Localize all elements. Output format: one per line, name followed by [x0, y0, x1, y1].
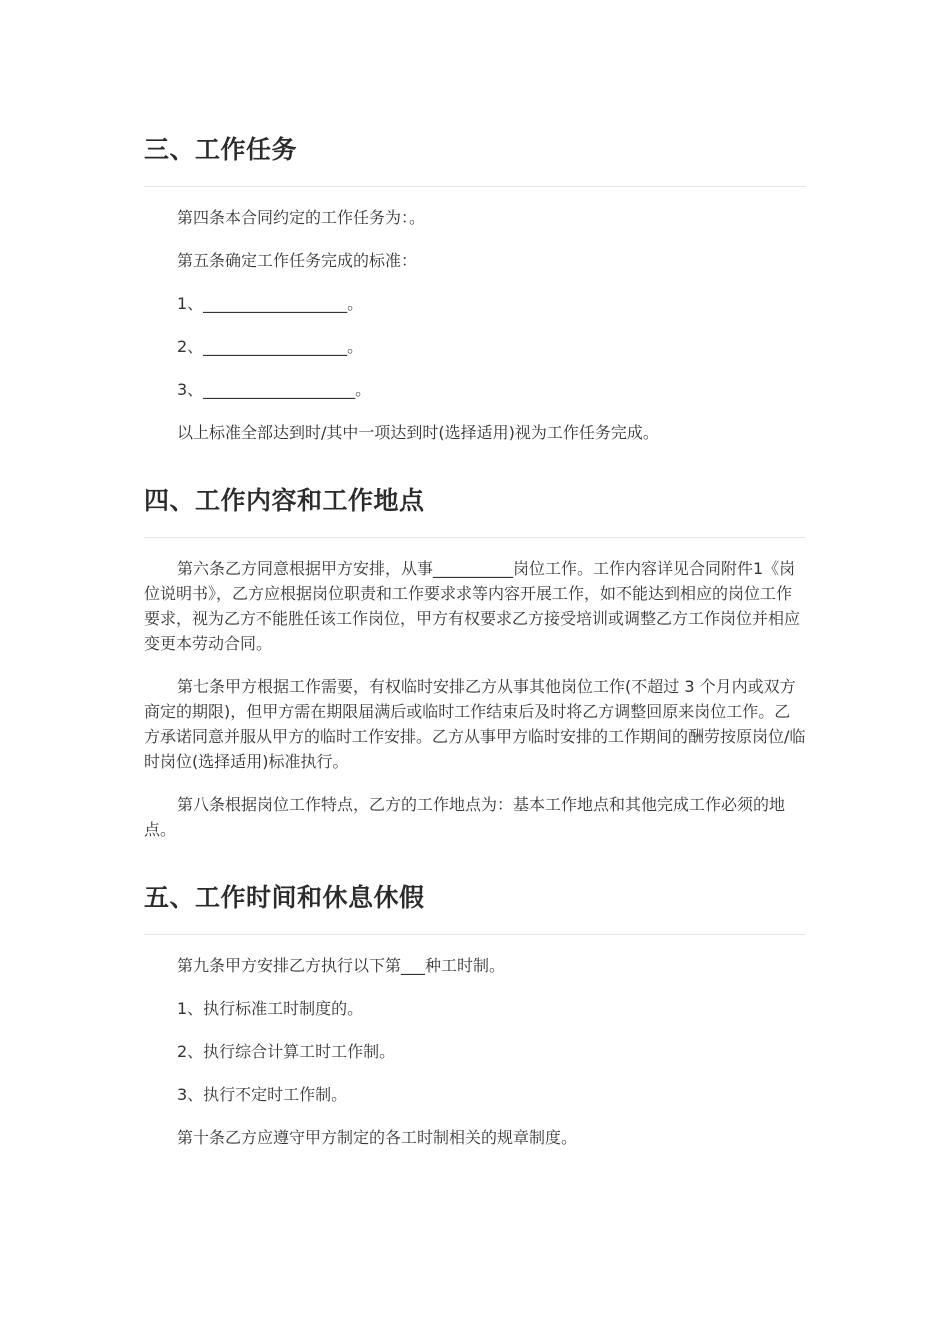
section-spacer [144, 842, 806, 876]
paragraph: 2、执行综合计算工时工作制。 [177, 1042, 396, 1061]
paragraph: 第五条确定工作任务完成的标准： [177, 251, 418, 270]
paragraph: 第九条甲方安排乙方执行以下第___种工时制。 [177, 956, 506, 975]
section-work-tasks [144, 128, 806, 445]
paragraph: 第七条甲方根据工作需要，有权临时安排乙方从事其他岗位工作(不超过 3 个月内或双方商定的期限)，但甲方需在期限届满后或临时工作结束后及时将乙方调整回原来岗位工作。乙方承诺同意并服从甲方的临时工作安排。乙方从事甲方临时安排的工作期间的酬劳按原岗位/临时岗位(选择适用)标准执行。 [144, 677, 806, 771]
paragraph: 2、__________________。 [177, 337, 364, 356]
paragraph: 1、执行标准工时制度的。 [177, 999, 364, 1018]
paragraph: 第八条根据岗位工作特点，乙方的工作地点为：基本工作地点和其他完成工作必须的地点。 [144, 795, 786, 839]
paragraph: 第六条乙方同意根据甲方安排，从事__________岗位工作。工作内容详见合同附件1《岗位说明书》，乙方应根据岗位职责和工作要求求等内容开展工作，如不能达到相应的岗位工作要求，视为乙方不能胜任该工作岗位，甲方有权要求乙方接受培训或调整乙方工作岗位并相应变更本劳动合同。 [144, 559, 801, 653]
paragraph: 3、执行不定时工作制。 [177, 1085, 348, 1104]
paragraph: 以上标准全部达到时/其中一项达到时(选择适用)视为工作任务完成。 [177, 423, 659, 442]
section-spacer [144, 445, 806, 479]
section-title: 三、工作任务 [144, 128, 806, 187]
paragraph: 第四条本合同约定的工作任务为：。 [177, 208, 426, 227]
section-work-hours-rest [144, 876, 806, 1150]
paragraph: 1、__________________。 [177, 294, 364, 313]
section-title: 五、工作时间和休息休假 [144, 876, 806, 935]
document-page [144, 128, 806, 1150]
paragraph: 第十条乙方应遵守甲方制定的各工时制相关的规章制度。 [177, 1128, 578, 1147]
paragraph: 3、___________________。 [177, 380, 372, 399]
section-work-content-location [144, 479, 806, 842]
section-title: 四、工作内容和工作地点 [144, 479, 806, 538]
